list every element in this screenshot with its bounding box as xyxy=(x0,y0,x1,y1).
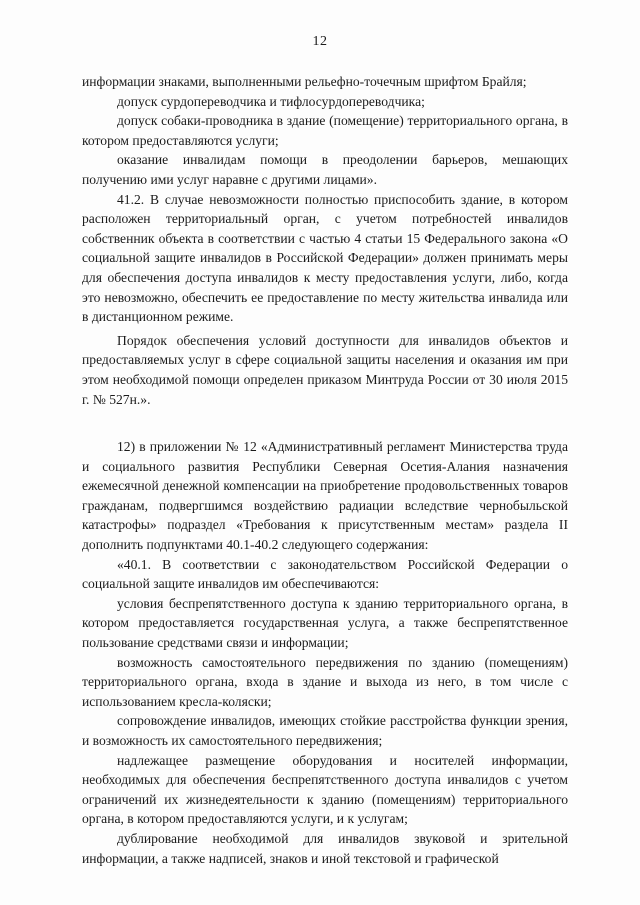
paragraph-information-duplication: дублирование необходимой для инвалидов звуковой и зрительной информации, а также надписей, знаков и иной текстовой и графической xyxy=(82,830,568,866)
paragraph-item-12: 12) в приложении № 12 «Административный регламент Министерства труда и социального развития Республики Северная Осетия-Алания назначения ежемесячной денежной компенсации на приобретение продовольственных товаров гражданам, подвергшимся воздействию радиации вследствие чернобыльской катастрофы» подраздел «Требования к присутственным местам» раздела II дополнить подпунктами 40.1-40.2 следующего содержания: xyxy=(82,439,568,553)
paragraph-unimpeded-access: условия беспрепятственного доступа к зданию территориального органа, в котором предоставляется государственная услуга, а также беспрепятственное пользование средствами связи и информации; xyxy=(82,595,568,651)
paragraph-guide-dog: допуск собаки-проводника в здание (помещение) территориального органа, в котором предоставляются услуги; xyxy=(82,113,568,148)
paragraph-escort-visually-impaired: сопровождение инвалидов, имеющих стойкие расстройства функции зрения, и возможность их самостоятельного передвижения; xyxy=(82,713,568,748)
paragraph-barrier-assistance: оказание инвалидам помощи в преодолении барьеров, мешающих получению ими услуг наравне с другими лицами». xyxy=(82,152,568,187)
paragraph-sign-interpreter: допуск сурдопереводчика и тифлосурдопереводчика; xyxy=(117,93,425,109)
paragraph-equipment-placement: надлежащее размещение оборудования и носителей информации, необходимых для обеспечения беспрепятственного доступа инвалидов с учетом ограничений их жизнедеятельности к зданию (помещениям) территориального органа, в котором предоставляются услуги, и к услугам; xyxy=(82,752,568,827)
paragraph-independent-movement: возможность самостоятельного передвижения по зданию (помещениям) территориального органа, входа в здание и выхода из него, в том числе с использованием кресла-коляски; xyxy=(82,654,568,709)
paragraph-41-2: 41.2. В случае невозможности полностью приспособить здание, в котором расположен территориальный орган, с учетом потребностей инвалидов собственник объекта в соответствии с частью 4 статьи 15 Федерального закона «О социальной защите инвалидов в Российской Федерации» должен принимать меры для обеспечения доступа инвалидов к месту предоставления услуги, либо, когда это невозможно, обеспечить ее предоставление по месту жительства инвалида или в дистанционном режиме. xyxy=(82,191,568,325)
document-body xyxy=(82,72,568,868)
paragraph-accessibility-order: Порядок обеспечения условий доступности для инвалидов объектов и предоставляемых услуг в сфере социальной защиты населения и оказания им при этом необходимой помощи определен приказом Минтруда России от 30 июля 2015 г. № 527н.». xyxy=(82,332,568,407)
page-number: 12 xyxy=(312,34,328,49)
paragraph-braille-info: информации знаками, выполненными рельефно-точечным шрифтом Брайля; xyxy=(82,74,527,89)
paragraph-40-1: «40.1. В соответствии с законодательством Российской Федерации о социальной защите инвалидов им обеспечиваются: xyxy=(82,556,568,592)
